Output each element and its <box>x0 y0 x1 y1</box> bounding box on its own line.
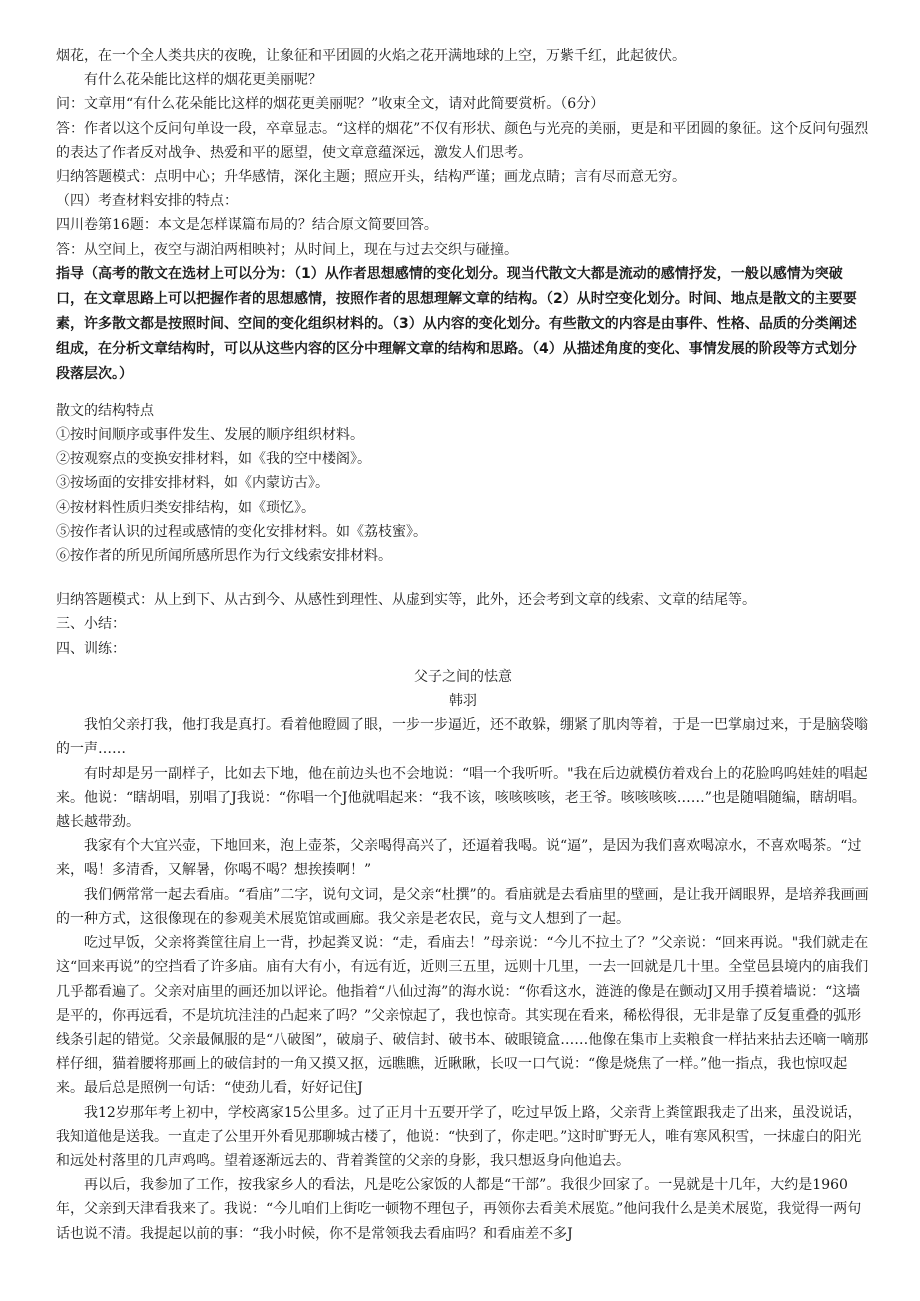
structure-item: ③按场面的安排安排材料，如《内蒙访古》。 <box>56 475 329 492</box>
section-training: 四、训练： <box>56 640 126 657</box>
article-paragraph: 我家有个大宜兴壶，下地回来，泡上壶茶，父亲喝得高兴了，还逼着我喝。说“逼”，是因为我们喜欢喝凉水，不喜欢喝茶。“过来，喝！多清香，又解暑，你喝不喝？想挨揍啊！” <box>56 838 862 879</box>
structure-heading: 散文的结构特点 <box>56 402 154 419</box>
passage-closing-line: 有什么花朵能比这样的烟花更美丽呢？ <box>84 72 322 89</box>
article-author: 韩羽 <box>449 693 477 710</box>
article-paragraph: 我12岁那年考上初中，学校离家15公里多。过了正月十五要开学了，吃过早饭上路，父亲背上粪筐跟我走了出来，虽没说话，我知道他是送我。一直走了公里开外看见那聊城古楼了，他说：“快到了，你走吧。”这时旷野无人，唯有寒风积雪，一抹虚白的阳光和远处村落里的几声鸡鸣。望着逐渐远去的、背着粪筐的父亲的身影，我只想返身向他追去。 <box>56 1104 862 1169</box>
section-heading-4: （四）考查材料安排的特点： <box>56 193 238 210</box>
article-paragraph: 吃过早饭，父亲将粪筐往肩上一背，抄起粪叉说：“走，看庙去！”母亲说：“今儿不拉土了？”父亲说：“回来再说。"我们就走在这“回来再说”的空挡看了许多庙。庙有大有小，有远有近，近则三五里，远则十几里，一去一回就是几十里。全堂邑县境内的庙我们几乎都看遍了。父亲对庙里的画还加以评论。他指着“八仙过海”的海水说：“你看这水，涟涟的像是在颤动J又用手摸着墙说：“这墙是平的，你再远看，不是坑坑洼洼的凸起来了吗？”父亲惊起了，我也惊奇。其实现在看来，稀松得很，无非是靠了反复重叠的弧形线条引起的错觉。父亲最佩服的是“八破图”，破扇子、破信封、破书本、破眼镜盒……他像在集市上卖粮食一样拈来拈去还嘀一嘀那样仔细，猫着腰将那画上的破信封的一角又摸又抠，远瞧瞧，近瞅瞅，长叹一口气说：“像是烧焦了一样。”他一指点，我也惊叹起来。最后总是照例一句话：“使劲儿看，好好记住J <box>56 935 869 1097</box>
article-paragraph: 我怕父亲打我，他打我是真打。看着他瞪圆了眼，一步一步逼近，还不敢躲，绷紧了肌肉等着，于是一巴掌扇过来，于是脑袋嗡的一声…… <box>56 717 868 758</box>
structure-item: ①按时间顺序或事件发生、发展的顺序组织材料。 <box>56 427 364 444</box>
sichuan-answer: 答：从空间上，夜空与湖泊两相映衬；从时间上，现在与过去交织与碰撞。 <box>56 241 518 258</box>
article-paragraph: 我们俩常常一起去看庙。“看庙”二字，说句文词，是父亲“杜撰”的。看庙就是去看庙里的壁画，是让我开阔眼界，是培养我画画的一种方式，这很像现在的参观美术展览馆或画廊。我父亲是老农民，竟与文人想到了一起。 <box>56 886 869 927</box>
guidance-text: 指导（高考的散文在选材上可以分为：（1）从作者思想感情的变化划分。现当代散文大都是流动的感情抒发，一般以感情为突破口，在文章思路上可以把握作者的思想感情，按照作者的思想理解文章的结构。（2）从时空变化划分。时间、地点是散文的主要要素，许多散文都是按照时间、空间的变化组织材料的。（3）从内容的变化划分。有些散文的内容是由事件、性格、品质的分类阐述组成，在分析文章结构时，可以从这些内容的区分中理解文章的结构和思路。（4）从描述角度的变化、事情发展的阶段等方式划分段落层次。） <box>56 265 857 382</box>
section-summary: 三、小结： <box>56 616 126 633</box>
article-paragraph: 有时却是另一副样子，比如去下地，他在前边头也不会地说：“唱一个我听听。"我在后边就模仿着戏台上的花脸呜呜娃娃的唱起来。他说：“瞎胡唱，别唱了J我说：“你唱一个J他就唱起来：“我不该，咳咳咳咳，老王爷。咳咳咳咳……”也是随唱随编，瞎胡唱。越长越带劲。 <box>56 765 868 831</box>
structure-item: ⑥按作者的所见所闻所感所思作为行文线索安排材料。 <box>56 548 392 565</box>
question-text: 问：文章用“有什么花朵能比这样的烟花更美丽呢？”收束全文，请对此简要赏析。（6分） <box>56 96 605 113</box>
document-page <box>56 44 870 1246</box>
article-title: 父子之间的怯意 <box>414 668 512 685</box>
structure-model: 归纳答题模式：从上到下、从古到今、从感性到理性、从虚到实等，此外，还会考到文章的线索、文章的结尾等。 <box>56 592 756 609</box>
article-paragraph: 再以后，我参加了工作，按我家乡人的看法，凡是吃公家饭的人都是“干部”。我很少回家了。一晃就是十几年，大约是1960年，父亲到天津看我来了。我说：“今儿咱们上街吃一顿物不理包子，再领你去看美术展览。”他问我什么是美术展览，我觉得一两句话也说不清。我提起以前的事：“我小时候，你不是常领我去看庙吗？和看庙差不多J <box>56 1177 862 1242</box>
structure-item: ⑤按作者认识的过程或感情的变化安排材料。如《荔枝蜜》。 <box>56 523 427 540</box>
answer-text: 答：作者以这个反问句单设一段，卒章显志。“这样的烟花”不仅有形状、颜色与光亮的美丽，更是和平团圆的象征。这个反问句强烈的表达了作者反对战争、热爱和平的愿望，使文章意蕴深远，激发人们思考。 <box>56 120 869 161</box>
structure-item: ②按观察点的变换安排材料，如《我的空中楼阁》。 <box>56 451 371 468</box>
sichuan-question: 四川卷第16题：本文是怎样谋篇布局的？结合原文简要回答。 <box>56 217 438 234</box>
answer-model: 归纳答题模式：点明中心；升华感情，深化主题；照应开头，结构严谨；画龙点睛；言有尽而意无穷。 <box>56 169 686 186</box>
structure-item: ④按材料性质归类安排结构，如《琐忆》。 <box>56 499 315 516</box>
passage-line: 烟花，在一个全人类共庆的夜晚，让象征和平团圆的火焰之花开满地球的上空，万紫千红，此起彼伏。 <box>56 48 686 64</box>
